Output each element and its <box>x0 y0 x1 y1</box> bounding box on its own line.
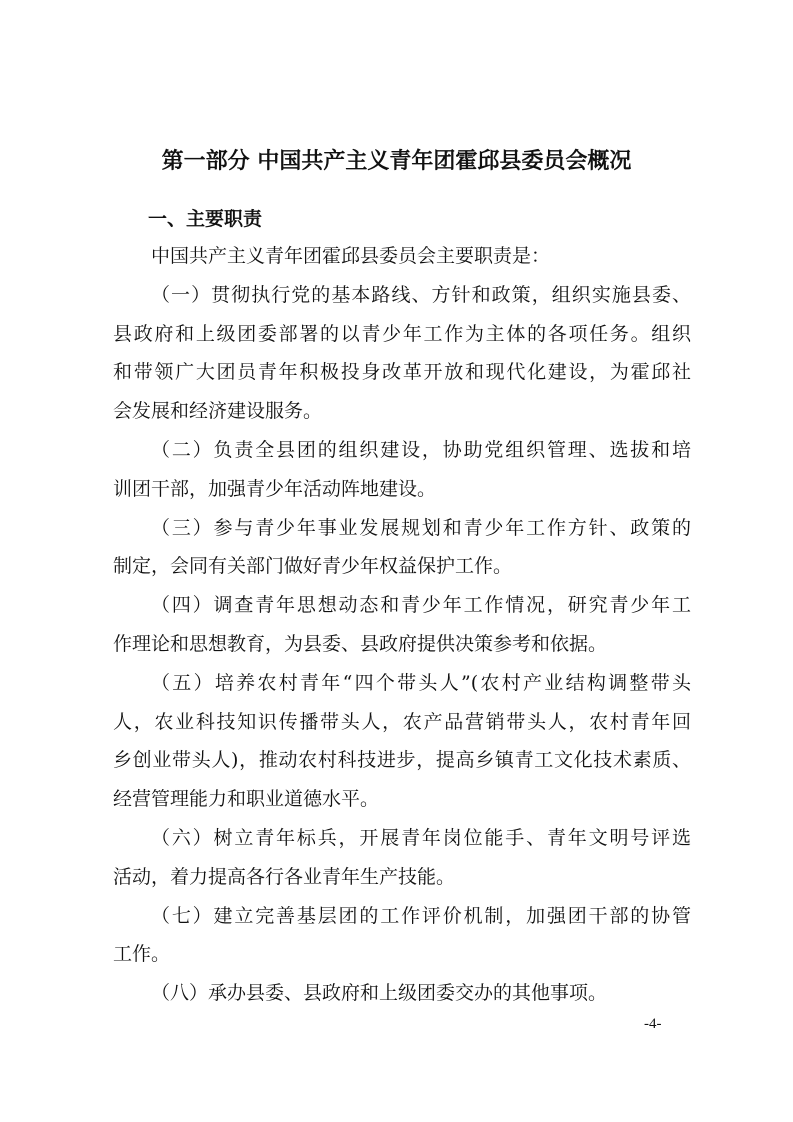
paragraph <box>113 237 691 276</box>
text-line: 乡创业带头人)，推动农村科技进步，提高乡镇青工文化技术素质、 <box>113 749 691 772</box>
text-line: 活动，着力提高各行各业青年生产技能。 <box>113 865 456 888</box>
paragraph <box>113 664 691 819</box>
text-line: 训团干部，加强青少年活动阵地建设。 <box>113 477 437 500</box>
text-line: （五）培养农村青年“四个带头人”(农村产业结构调整带头 <box>151 671 691 694</box>
page-title: 第一部分 中国共产主义青年团霍邱县委员会概况 <box>161 149 632 174</box>
paragraph <box>113 276 691 431</box>
text-line: 工作。 <box>113 943 171 966</box>
text-line: 县政府和上级团委部署的以青少年工作为主体的各项任务。组织 <box>113 322 691 345</box>
text-line: （一）贯彻执行党的基本路线、方针和政策，组织实施县委、 <box>151 283 691 306</box>
document-body <box>113 237 691 1013</box>
paragraph <box>113 431 691 509</box>
text-line: （七）建立完善基层团的工作评价机制，加强团干部的协管 <box>151 904 691 927</box>
text-line: 制定，会同有关部门做好青少年权益保护工作。 <box>113 555 513 578</box>
text-line: 经营管理能力和职业道德水平。 <box>113 788 380 811</box>
text-line: 和带领广大团员青年积极投身改革开放和现代化建设，为霍邱社 <box>113 361 691 384</box>
text-line: 作理论和思想教育，为县委、县政府提供决策参考和依据。 <box>113 632 608 655</box>
section-heading: 一、主要职责 <box>148 208 263 230</box>
text-line: 会发展和经济建设服务。 <box>113 400 323 423</box>
text-line: （八）承办县委、县政府和上级团委交办的其他事项。 <box>151 982 608 1005</box>
paragraph <box>113 819 691 897</box>
page-number: -4- <box>644 1016 662 1032</box>
text-line: （三）参与青少年事业发展规划和青少年工作方针、政策的 <box>151 516 691 539</box>
text-line: 人，农业科技知识传播带头人，农产品营销带头人，农村青年回 <box>113 710 691 733</box>
paragraph <box>113 586 691 664</box>
text-line: 中国共产主义青年团霍邱县委员会主要职责是： <box>151 245 551 267</box>
text-line: （二）负责全县团的组织建设，协助党组织管理、选拔和培 <box>151 438 691 461</box>
paragraph <box>113 897 691 975</box>
paragraph <box>113 509 691 587</box>
paragraph <box>113 974 691 1013</box>
text-line: （四）调查青年思想动态和青少年工作情况，研究青少年工 <box>151 594 691 617</box>
text-line: （六）树立青年标兵，开展青年岗位能手、青年文明号评选 <box>151 826 691 849</box>
